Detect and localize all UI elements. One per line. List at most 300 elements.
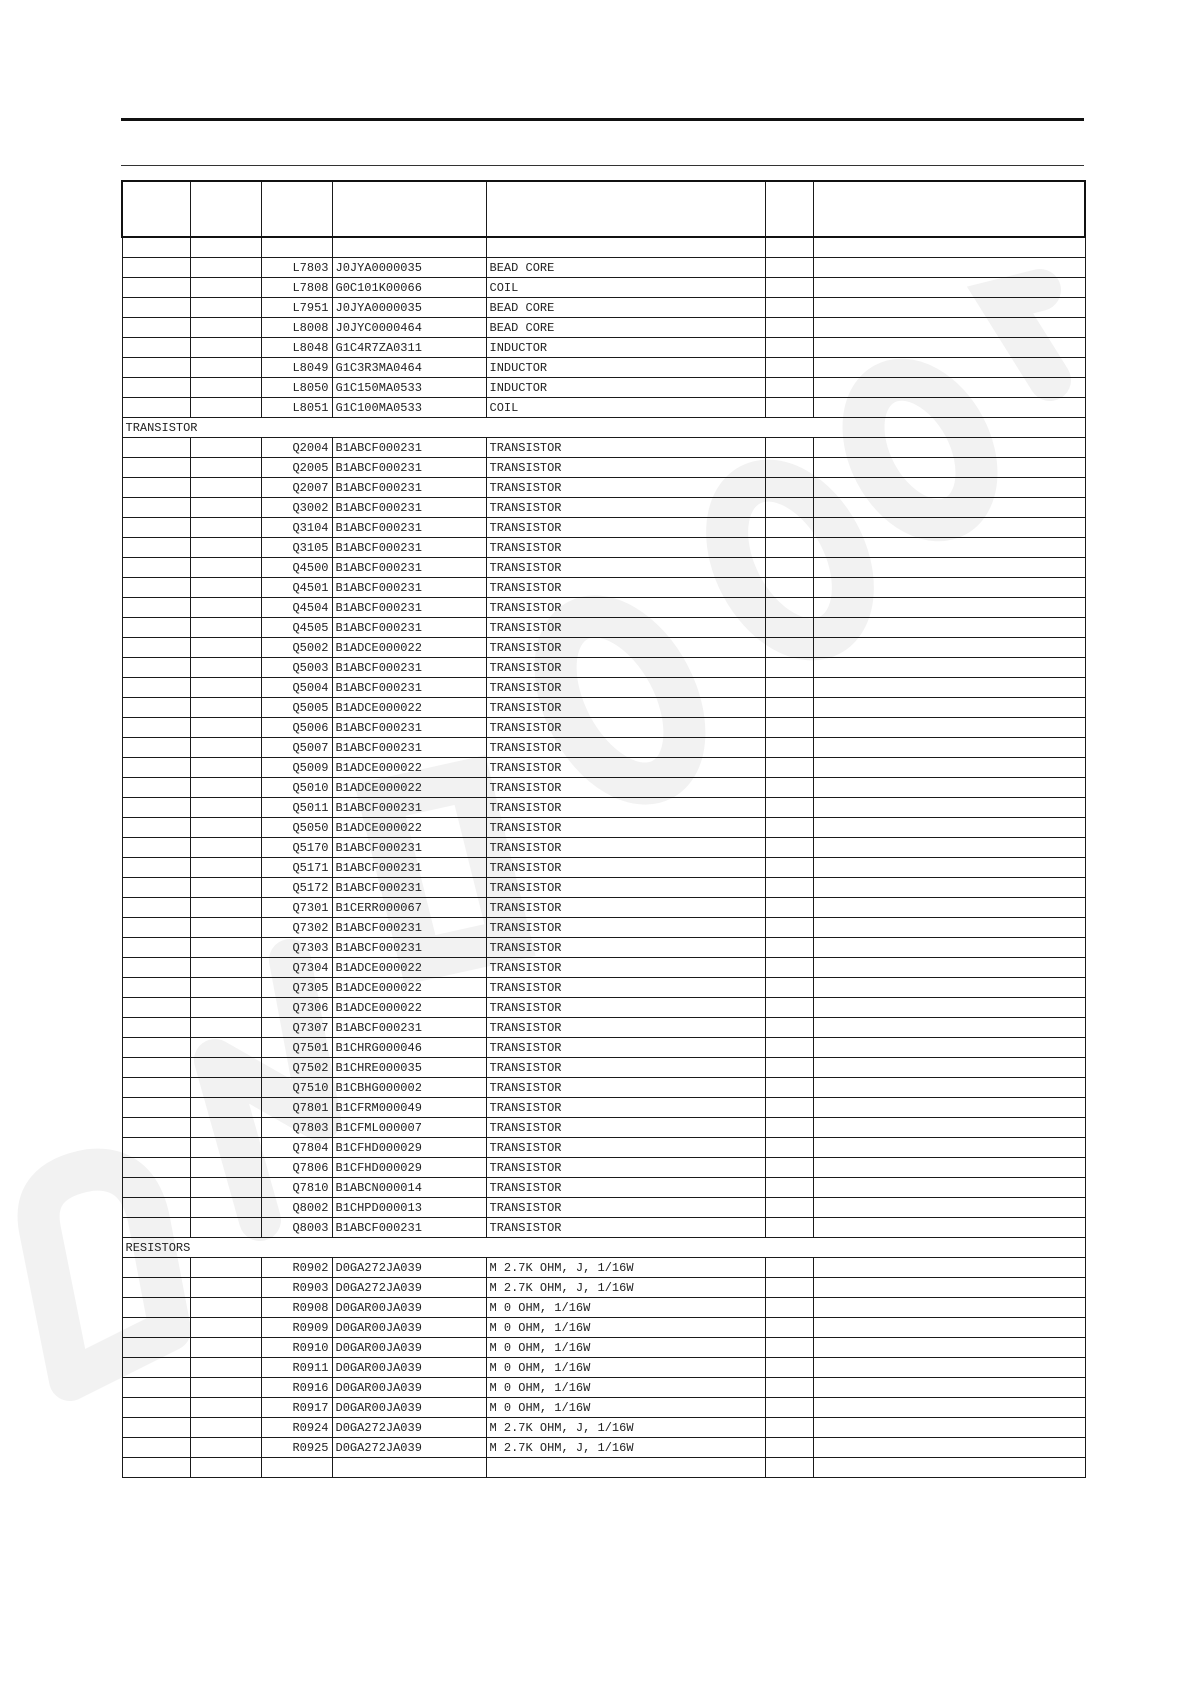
cell-empty: [813, 1258, 1085, 1278]
cell-description: BEAD CORE: [486, 258, 765, 278]
cell-part-number: B1ABCF000231: [332, 798, 486, 818]
cell-empty: [765, 358, 813, 378]
cell-empty: [813, 1278, 1085, 1298]
cell-ref: Q7502: [261, 1058, 332, 1078]
cell-empty: [190, 338, 261, 358]
cell-ref: L8051: [261, 398, 332, 418]
cell-description: TRANSISTOR: [486, 1138, 765, 1158]
cell-empty: [122, 1338, 190, 1358]
cell-empty: [765, 778, 813, 798]
cell-empty: [190, 1378, 261, 1398]
cell-empty: [122, 998, 190, 1018]
cell-empty: [190, 1298, 261, 1318]
cell-description: TRANSISTOR: [486, 458, 765, 478]
cell-empty: [813, 678, 1085, 698]
cell-empty: [765, 1458, 813, 1478]
cell-ref: Q7304: [261, 958, 332, 978]
table-row: [122, 758, 1085, 778]
cell-part-number: D0GAR00JA039: [332, 1398, 486, 1418]
cell-ref: Q3105: [261, 538, 332, 558]
cell-part-number: B1CFHD000029: [332, 1158, 486, 1178]
cell-part-number: G1C3R3MA0464: [332, 358, 486, 378]
cell-empty: [190, 678, 261, 698]
cell-description: TRANSISTOR: [486, 898, 765, 918]
cell-description: TRANSISTOR: [486, 1178, 765, 1198]
cell-ref: Q5050: [261, 818, 332, 838]
cell-empty: [765, 1178, 813, 1198]
cell-empty: [122, 718, 190, 738]
cell-ref: Q7307: [261, 1018, 332, 1038]
cell-empty: [122, 678, 190, 698]
cell-empty: [813, 1218, 1085, 1238]
cell-ref: Q5011: [261, 798, 332, 818]
table-row: [122, 1178, 1085, 1198]
cell-empty: [813, 638, 1085, 658]
cell-ref: R0924: [261, 1418, 332, 1438]
cell-empty: [765, 378, 813, 398]
cell-empty: [765, 878, 813, 898]
table-row: [122, 318, 1085, 338]
header-cell: [486, 181, 765, 237]
cell-empty: [813, 478, 1085, 498]
cell-empty: [765, 738, 813, 758]
cell-empty: [813, 1078, 1085, 1098]
cell-empty: [190, 1178, 261, 1198]
cell-ref: Q4500: [261, 558, 332, 578]
table-row: [122, 858, 1085, 878]
cell-empty: [765, 438, 813, 458]
header-cell: [765, 181, 813, 237]
cell-description: M 0 OHM, 1/16W: [486, 1358, 765, 1378]
table-row: [122, 1278, 1085, 1298]
cell-empty: [765, 538, 813, 558]
cell-ref: Q8003: [261, 1218, 332, 1238]
cell-empty: [813, 1098, 1085, 1118]
table-row: [122, 498, 1085, 518]
cell-part-number: B1CFML000007: [332, 1118, 486, 1138]
cell-empty: [765, 618, 813, 638]
cell-empty: [813, 758, 1085, 778]
cell-empty: [813, 858, 1085, 878]
cell-ref: Q5006: [261, 718, 332, 738]
cell-empty: [122, 578, 190, 598]
cell-description: TRANSISTOR: [486, 998, 765, 1018]
cell-part-number: B1ADCE000022: [332, 958, 486, 978]
cell-empty: [190, 618, 261, 638]
cell-description: TRANSISTOR: [486, 678, 765, 698]
cell-empty: [765, 1398, 813, 1418]
cell-part-number: B1CHPD000013: [332, 1198, 486, 1218]
cell-empty: [190, 1158, 261, 1178]
table-row: [122, 1338, 1085, 1358]
cell-empty: [190, 1318, 261, 1338]
cell-ref: Q7803: [261, 1118, 332, 1138]
cell-empty: [122, 818, 190, 838]
cell-empty: [122, 878, 190, 898]
cell-empty: [190, 838, 261, 858]
section-header-row: [122, 1238, 1085, 1258]
cell-description: M 0 OHM, 1/16W: [486, 1318, 765, 1338]
cell-part-number: B1ABCF000231: [332, 678, 486, 698]
cell-ref: Q7801: [261, 1098, 332, 1118]
cell-empty: [765, 1378, 813, 1398]
cell-description: TRANSISTOR: [486, 1058, 765, 1078]
cell-empty: [190, 638, 261, 658]
cell-description: M 0 OHM, 1/16W: [486, 1298, 765, 1318]
cell-empty: [765, 1038, 813, 1058]
cell-empty: [765, 498, 813, 518]
cell-empty: [813, 1438, 1085, 1458]
cell-empty: [765, 1138, 813, 1158]
cell-empty: [122, 298, 190, 318]
cell-empty: [190, 818, 261, 838]
cell-empty: [813, 1058, 1085, 1078]
cell-empty: [190, 1258, 261, 1278]
cell-empty: [765, 558, 813, 578]
cell-description: TRANSISTOR: [486, 938, 765, 958]
cell-description: TRANSISTOR: [486, 438, 765, 458]
table-row: [122, 898, 1085, 918]
cell-description: TRANSISTOR: [486, 958, 765, 978]
cell-empty: [765, 518, 813, 538]
cell-description: M 2.7K OHM, J, 1/16W: [486, 1418, 765, 1438]
cell-ref: Q2005: [261, 458, 332, 478]
cell-empty: [122, 798, 190, 818]
cell-empty: [122, 1278, 190, 1298]
table-row: [122, 1458, 1085, 1478]
cell-empty: [190, 1278, 261, 1298]
table-row: [122, 1398, 1085, 1418]
cell-empty: [122, 1058, 190, 1078]
cell-ref: R0911: [261, 1358, 332, 1378]
cell-empty: [190, 1018, 261, 1038]
cell-empty: [765, 1098, 813, 1118]
table-row: [122, 698, 1085, 718]
cell-empty: [190, 798, 261, 818]
cell-empty: [765, 798, 813, 818]
cell-empty: [813, 998, 1085, 1018]
table-row: [122, 918, 1085, 938]
cell-ref: Q7303: [261, 938, 332, 958]
cell-part-number: D0GAR00JA039: [332, 1338, 486, 1358]
cell-empty: [122, 598, 190, 618]
cell-part-number: D0GA272JA039: [332, 1418, 486, 1438]
cell-empty: [122, 1218, 190, 1238]
cell-ref: L8008: [261, 318, 332, 338]
cell-empty: [122, 278, 190, 298]
cell-description: TRANSISTOR: [486, 978, 765, 998]
cell-part-number: B1ABCF000231: [332, 458, 486, 478]
cell-empty: [813, 1398, 1085, 1418]
table-row: [122, 578, 1085, 598]
cell-empty: [190, 698, 261, 718]
cell-description: TRANSISTOR: [486, 738, 765, 758]
cell-empty: [813, 1318, 1085, 1338]
cell-description: TRANSISTOR: [486, 1078, 765, 1098]
cell-part-number: G1C150MA0533: [332, 378, 486, 398]
cell-empty: [765, 758, 813, 778]
cell-empty: [122, 618, 190, 638]
cell-empty: [122, 558, 190, 578]
cell-empty: [122, 498, 190, 518]
cell-ref: R0909: [261, 1318, 332, 1338]
table-row: [122, 1078, 1085, 1098]
table-row: [122, 1018, 1085, 1038]
cell-part-number: B1ADCE000022: [332, 698, 486, 718]
cell-empty: [813, 278, 1085, 298]
cell-empty: [765, 1418, 813, 1438]
cell-description: TRANSISTOR: [486, 778, 765, 798]
cell-ref: L7803: [261, 258, 332, 278]
cell-empty: [765, 998, 813, 1018]
table-row: [122, 1358, 1085, 1378]
cell-empty: [813, 358, 1085, 378]
cell-description: TRANSISTOR: [486, 1018, 765, 1038]
cell-description: M 0 OHM, 1/16W: [486, 1398, 765, 1418]
cell-empty: [122, 518, 190, 538]
cell-description: TRANSISTOR: [486, 818, 765, 838]
table-row: [122, 438, 1085, 458]
cell-ref: R0916: [261, 1378, 332, 1398]
cell-empty: [122, 658, 190, 678]
cell-empty: [765, 658, 813, 678]
cell-empty: [813, 338, 1085, 358]
cell-empty: [190, 578, 261, 598]
table-row: [122, 1438, 1085, 1458]
table-row: [122, 1258, 1085, 1278]
table-row: [122, 1038, 1085, 1058]
top-rule: [121, 118, 1084, 121]
table-row: [122, 598, 1085, 618]
cell-empty: [190, 738, 261, 758]
cell-empty: [190, 278, 261, 298]
cell-empty: [813, 778, 1085, 798]
cell-empty: [122, 758, 190, 778]
cell-part-number: B1ABCF000231: [332, 878, 486, 898]
cell-ref: Q7804: [261, 1138, 332, 1158]
table-row: [122, 818, 1085, 838]
cell-ref: Q8002: [261, 1198, 332, 1218]
cell-part-number: B1ABCF000231: [332, 578, 486, 598]
cell-empty: [813, 378, 1085, 398]
cell-empty: [813, 438, 1085, 458]
cell-empty: [122, 938, 190, 958]
cell-empty: [122, 1018, 190, 1038]
cell-empty: [813, 538, 1085, 558]
cell-empty: [813, 237, 1085, 258]
cell-description: TRANSISTOR: [486, 1198, 765, 1218]
cell-empty: [190, 958, 261, 978]
cell-ref: [261, 1458, 332, 1478]
cell-description: TRANSISTOR: [486, 638, 765, 658]
cell-empty: [122, 1458, 190, 1478]
table-row: [122, 358, 1085, 378]
table-row: [122, 338, 1085, 358]
cell-ref: R0910: [261, 1338, 332, 1358]
table-row: [122, 618, 1085, 638]
cell-empty: [765, 1078, 813, 1098]
cell-ref: Q3002: [261, 498, 332, 518]
cell-empty: [122, 458, 190, 478]
cell-empty: [813, 838, 1085, 858]
cell-empty: [190, 1098, 261, 1118]
cell-part-number: D0GAR00JA039: [332, 1298, 486, 1318]
cell-empty: [122, 1118, 190, 1138]
cell-part-number: B1ADCE000022: [332, 998, 486, 1018]
cell-description: INDUCTOR: [486, 358, 765, 378]
cell-part-number: B1ADCE000022: [332, 758, 486, 778]
cell-description: [486, 237, 765, 258]
cell-empty: [765, 1118, 813, 1138]
cell-empty: [122, 1318, 190, 1338]
cell-empty: [190, 1438, 261, 1458]
cell-empty: [765, 838, 813, 858]
cell-ref: Q7301: [261, 898, 332, 918]
cell-empty: [190, 258, 261, 278]
cell-empty: [813, 738, 1085, 758]
table-row: [122, 978, 1085, 998]
table-row: [122, 1098, 1085, 1118]
cell-part-number: B1ADCE000022: [332, 818, 486, 838]
cell-empty: [190, 358, 261, 378]
cell-description: TRANSISTOR: [486, 1158, 765, 1178]
cell-empty: [813, 558, 1085, 578]
cell-part-number: D0GAR00JA039: [332, 1318, 486, 1338]
cell-empty: [765, 1258, 813, 1278]
cell-part-number: B1ABCF000231: [332, 658, 486, 678]
table-row: [122, 398, 1085, 418]
cell-empty: [765, 1438, 813, 1458]
cell-description: BEAD CORE: [486, 298, 765, 318]
cell-description: TRANSISTOR: [486, 518, 765, 538]
cell-part-number: J0JYC0000464: [332, 318, 486, 338]
cell-empty: [122, 1138, 190, 1158]
cell-ref: L8049: [261, 358, 332, 378]
cell-empty: [813, 458, 1085, 478]
table-header-row: [122, 181, 1085, 237]
cell-empty: [190, 458, 261, 478]
cell-description: TRANSISTOR: [486, 618, 765, 638]
cell-part-number: B1ABCF000231: [332, 838, 486, 858]
cell-empty: [190, 378, 261, 398]
cell-empty: [190, 718, 261, 738]
cell-description: TRANSISTOR: [486, 918, 765, 938]
header-cell: [813, 181, 1085, 237]
cell-empty: [813, 698, 1085, 718]
cell-ref: Q2007: [261, 478, 332, 498]
table-row: [122, 258, 1085, 278]
cell-empty: [190, 778, 261, 798]
cell-empty: [765, 1198, 813, 1218]
cell-description: M 0 OHM, 1/16W: [486, 1378, 765, 1398]
table-row: [122, 678, 1085, 698]
cell-description: INDUCTOR: [486, 378, 765, 398]
cell-empty: [122, 918, 190, 938]
cell-empty: [813, 938, 1085, 958]
cell-empty: [813, 958, 1085, 978]
cell-empty: [122, 778, 190, 798]
cell-empty: [765, 1158, 813, 1178]
cell-ref: R0925: [261, 1438, 332, 1458]
cell-empty: [813, 1198, 1085, 1218]
table-row: [122, 478, 1085, 498]
cell-part-number: B1ABCF000231: [332, 438, 486, 458]
cell-part-number: B1CHRE000035: [332, 1058, 486, 1078]
cell-description: TRANSISTOR: [486, 598, 765, 618]
cell-empty: [122, 1078, 190, 1098]
cell-ref: Q7501: [261, 1038, 332, 1058]
cell-empty: [122, 538, 190, 558]
cell-empty: [190, 858, 261, 878]
cell-ref: Q5002: [261, 638, 332, 658]
cell-description: COIL: [486, 278, 765, 298]
cell-empty: [765, 698, 813, 718]
cell-empty: [765, 678, 813, 698]
cell-empty: [190, 1358, 261, 1378]
cell-empty: [122, 978, 190, 998]
cell-empty: [813, 398, 1085, 418]
cell-empty: [765, 1318, 813, 1338]
cell-ref: Q5009: [261, 758, 332, 778]
cell-description: TRANSISTOR: [486, 578, 765, 598]
cell-ref: Q4504: [261, 598, 332, 618]
cell-part-number: B1CFHD000029: [332, 1138, 486, 1158]
cell-part-number: D0GA272JA039: [332, 1258, 486, 1278]
cell-ref: Q5172: [261, 878, 332, 898]
cell-ref: Q5007: [261, 738, 332, 758]
table-row: [122, 1198, 1085, 1218]
cell-empty: [813, 1178, 1085, 1198]
cell-empty: [765, 938, 813, 958]
cell-ref: L7951: [261, 298, 332, 318]
cell-part-number: B1ABCN000014: [332, 1178, 486, 1198]
cell-part-number: B1ABCF000231: [332, 538, 486, 558]
cell-description: TRANSISTOR: [486, 538, 765, 558]
cell-empty: [190, 1418, 261, 1438]
cell-empty: [813, 578, 1085, 598]
cell-empty: [813, 818, 1085, 838]
cell-empty: [813, 1338, 1085, 1358]
cell-empty: [813, 618, 1085, 638]
cell-description: TRANSISTOR: [486, 698, 765, 718]
cell-empty: [190, 558, 261, 578]
table-row: [122, 298, 1085, 318]
cell-empty: [765, 318, 813, 338]
cell-part-number: B1ABCF000231: [332, 558, 486, 578]
table-row: [122, 237, 1085, 258]
table-row: [122, 658, 1085, 678]
cell-empty: [190, 978, 261, 998]
cell-ref: R0917: [261, 1398, 332, 1418]
cell-description: TRANSISTOR: [486, 858, 765, 878]
cell-empty: [122, 738, 190, 758]
cell-empty: [765, 638, 813, 658]
cell-empty: [190, 1138, 261, 1158]
section-label: TRANSISTOR: [122, 418, 1085, 438]
cell-empty: [765, 958, 813, 978]
cell-empty: [122, 1098, 190, 1118]
cell-empty: [765, 1298, 813, 1318]
cell-part-number: B1ABCF000231: [332, 858, 486, 878]
parts-list-table: [121, 180, 1086, 1478]
table-row: [122, 1298, 1085, 1318]
cell-empty: [813, 1378, 1085, 1398]
cell-description: TRANSISTOR: [486, 1118, 765, 1138]
cell-empty: [190, 1398, 261, 1418]
cell-empty: [813, 498, 1085, 518]
cell-empty: [122, 638, 190, 658]
table-row: [122, 718, 1085, 738]
